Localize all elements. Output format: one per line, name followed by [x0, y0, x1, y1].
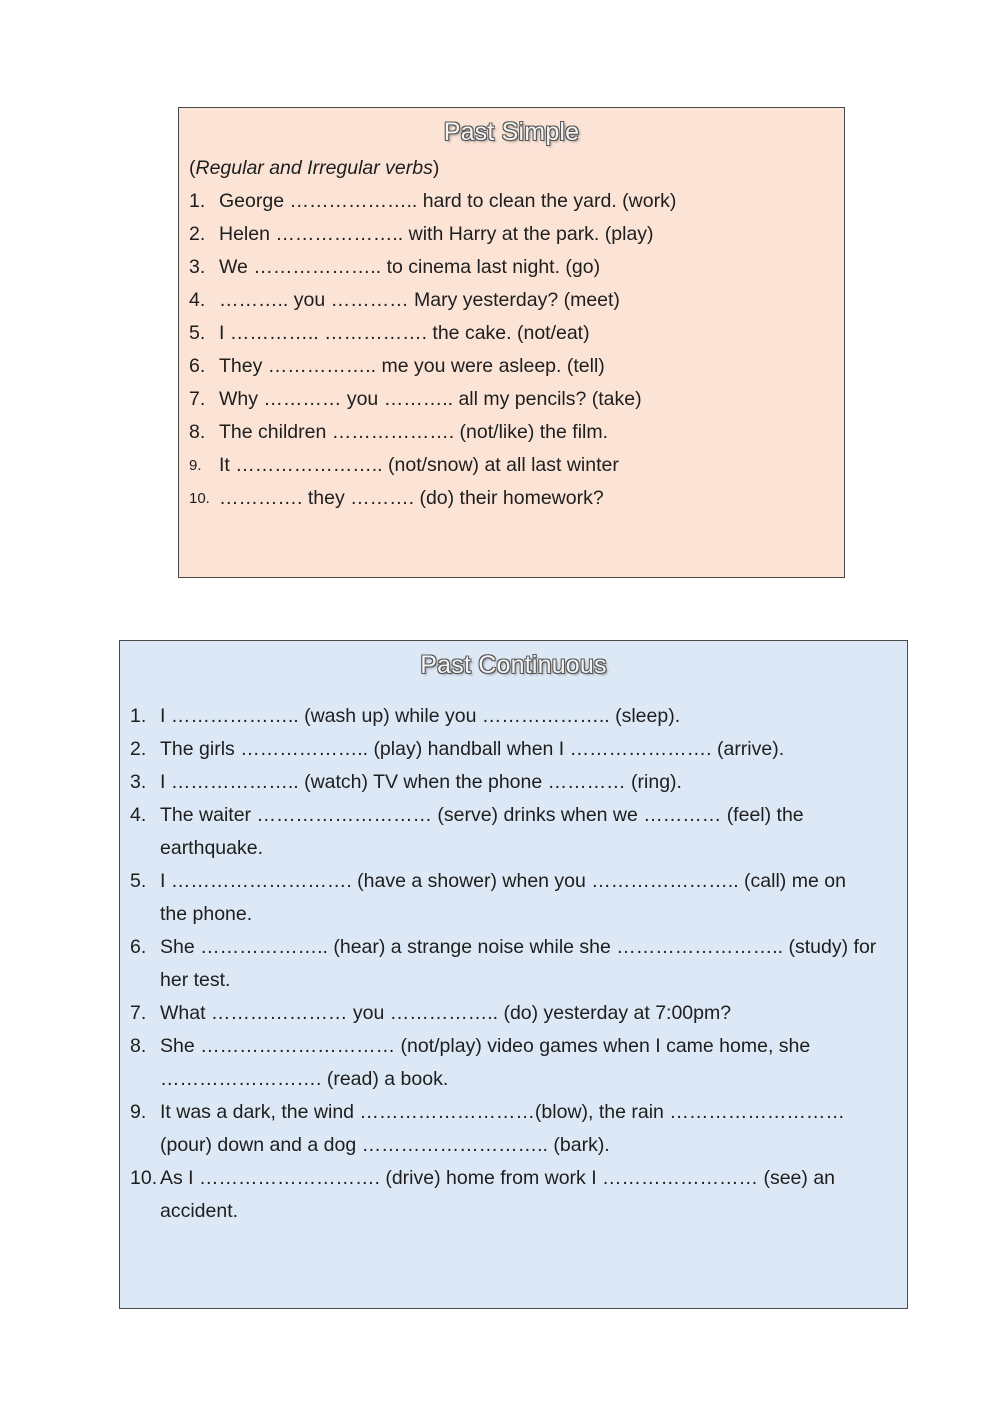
item-number: 5. [189, 322, 206, 344]
item-text: The children ………………. (not/like) the film. [219, 421, 609, 443]
exercise-item [130, 1096, 897, 1162]
item-number: 7. [189, 388, 206, 410]
item-number: 2. [189, 223, 206, 245]
exercise-item [130, 997, 897, 1030]
item-text: As I ………………………. (drive) home from work I …………………… (see) an accident. [160, 1167, 836, 1222]
item-number: 7. [130, 1002, 147, 1024]
exercise-item [189, 251, 834, 284]
subtitle-close-paren: ) [432, 157, 440, 179]
exercise-item [130, 799, 897, 865]
exercise-item [189, 284, 834, 317]
item-number: 3. [189, 256, 206, 278]
item-number: 6. [130, 936, 147, 958]
item-text: They …………….. me you were asleep. (tell) [219, 355, 605, 377]
exercise-item [130, 931, 897, 997]
item-text: I ………….. ……………. the cake. (not/eat) [219, 322, 590, 344]
item-text: I ………………………. (have a shower) when you ………………….. (call) me on the phone. [160, 870, 846, 925]
item-text: We ……………….. to cinema last night. (go) [219, 256, 601, 278]
item-number: 4. [130, 804, 147, 826]
exercise-item [189, 383, 834, 416]
past-continuous-box [119, 640, 908, 1309]
item-number: 5. [130, 870, 147, 892]
item-number: 10. [130, 1167, 158, 1189]
item-text: She ……………….. (hear) a strange noise while she …………………….. (study) for her test. [160, 936, 877, 991]
item-text: George ……………….. hard to clean the yard. (work) [219, 190, 677, 212]
subtitle-open-paren: ( [189, 157, 196, 179]
exercise-item [130, 700, 897, 733]
exercise-item [189, 218, 834, 251]
item-text: …………. they ………. (do) their homework? [219, 487, 604, 509]
past-continuous-list [130, 700, 897, 1228]
exercise-item [189, 449, 834, 482]
item-number: 6. [189, 355, 206, 377]
exercise-item [130, 1162, 897, 1228]
past-simple-title: Past Simple [443, 118, 580, 146]
subtitle-italic: Regular and Irregular verbs [195, 157, 433, 179]
item-text: ……….. you ………… Mary yesterday? (meet) [219, 289, 620, 311]
item-number: 4. [189, 289, 206, 311]
item-number: 8. [130, 1035, 147, 1057]
exercise-item [130, 766, 897, 799]
item-number: 2. [130, 738, 147, 760]
exercise-item [189, 482, 834, 515]
item-text: Helen ……………….. with Harry at the park. (play) [219, 223, 654, 245]
exercise-item [189, 416, 834, 449]
past-simple-box [178, 107, 845, 578]
past-simple-subtitle [189, 152, 834, 185]
past-continuous-title: Past Continuous [420, 651, 607, 679]
exercise-item [130, 1030, 897, 1096]
past-simple-list [189, 185, 834, 515]
exercise-item [189, 350, 834, 383]
item-text: The girls ……………….. (play) handball when I …………………. (arrive). [160, 738, 785, 760]
item-number: 10. [189, 490, 210, 507]
exercise-item [130, 865, 897, 931]
item-text: It was a dark, the wind ………………………(blow), the rain ……………………… (pour) down and a dog ……………………….. (bark). [160, 1101, 845, 1156]
item-number: 9. [130, 1101, 147, 1123]
item-number: 9. [189, 457, 202, 474]
item-text: It ………………….. (not/snow) at all last winter [219, 454, 619, 476]
item-number: 1. [130, 705, 147, 727]
item-number: 1. [189, 190, 206, 212]
item-number: 3. [130, 771, 147, 793]
item-number: 8. [189, 421, 206, 443]
exercise-item [130, 733, 897, 766]
item-text: I ……………….. (wash up) while you ……………….. (sleep). [160, 705, 681, 727]
item-text: I ……………….. (watch) TV when the phone ………… (ring). [160, 771, 682, 793]
item-text: Why ………… you ……….. all my pencils? (take) [219, 388, 642, 410]
item-text: She ………………………… (not/play) video games when I came home, she ……………………. (read) a book. [160, 1035, 811, 1090]
exercise-item [189, 185, 834, 218]
exercise-item [189, 317, 834, 350]
item-text: What ………………… you …………….. (do) yesterday at 7:00pm? [160, 1002, 732, 1024]
item-text: The waiter ……………………… (serve) drinks when we ………… (feel) the earthquake. [160, 804, 804, 859]
